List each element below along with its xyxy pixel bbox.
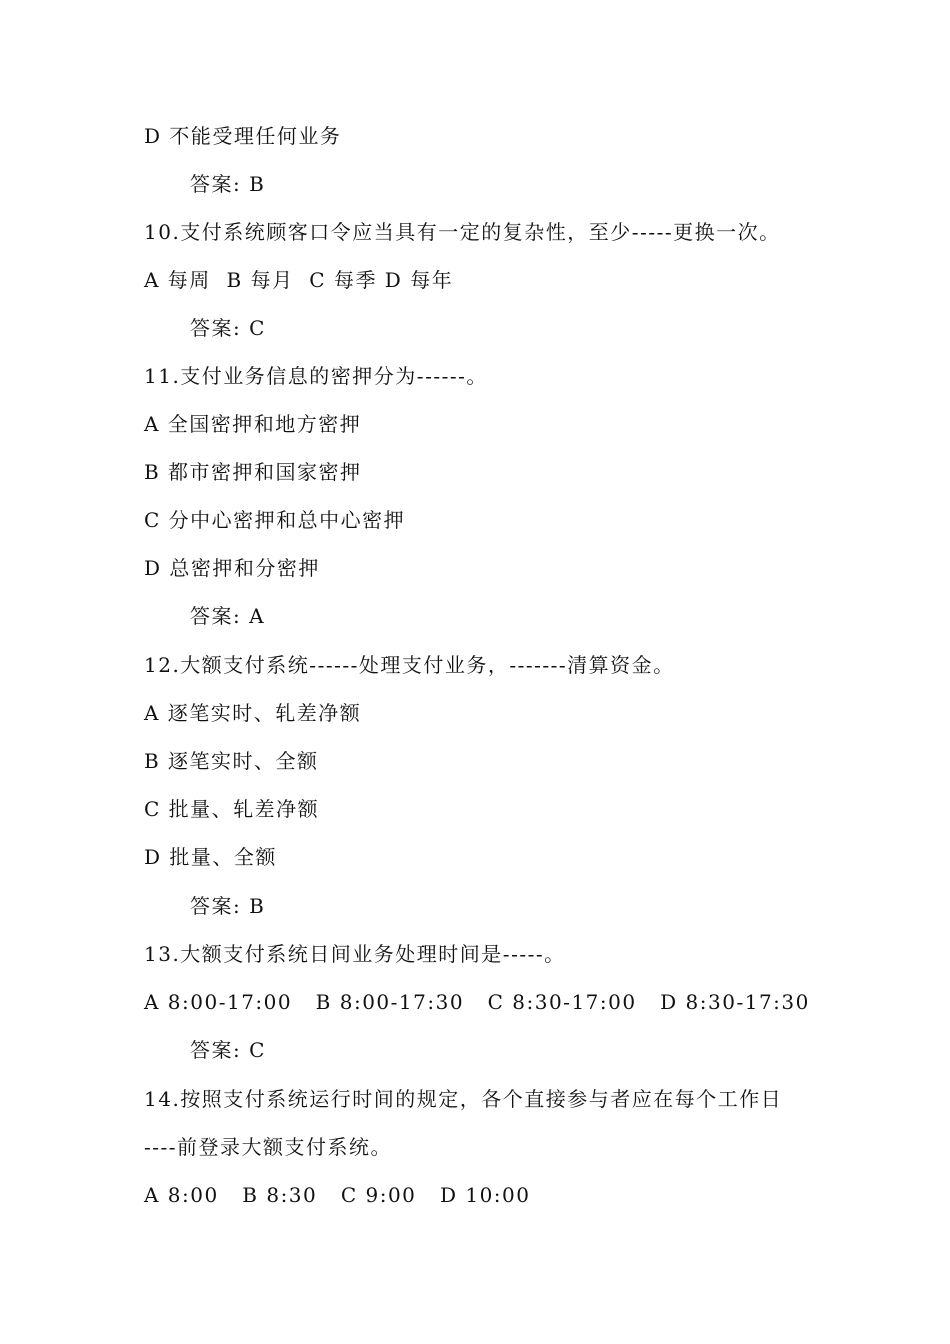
option-line: B 都市密押和国家密押 (144, 460, 362, 484)
answer-line: 答案: C (190, 316, 266, 340)
option-line: C 批量、轧差净额 (144, 797, 320, 821)
question-line: 14.按照支付系统运行时间的规定，各个直接参与者应在每个工作日 (144, 1087, 783, 1111)
option-line: A 8:00-17:00 B 8:00-17:30 C 8:30-17:00 D 8:30-17:30 (144, 990, 810, 1014)
answer-line: 答案: B (190, 172, 266, 196)
question-line: 10.支付系统顾客口令应当具有一定的复杂性，至少-----更换一次。 (144, 220, 781, 244)
option-line: C 分中心密押和总中心密押 (144, 508, 406, 532)
option-line: A 逐笔实时、轧差净额 (144, 701, 362, 725)
question-line: 11.支付业务信息的密押分为------。 (144, 364, 488, 388)
option-line: A 8:00 B 8:30 C 9:00 D 10:00 (144, 1183, 531, 1207)
option-line: D 批量、全额 (144, 845, 277, 869)
answer-line: 答案: C (190, 1038, 266, 1062)
option-line: B 逐笔实时、全额 (144, 749, 319, 773)
option-line: D 不能受理任何业务 (144, 124, 342, 148)
answer-line: 答案: A (190, 604, 266, 628)
question-line: ----前登录大额支付系统。 (144, 1135, 393, 1159)
question-line: 12.大额支付系统------处理支付业务，-------清算资金。 (144, 653, 675, 677)
answer-line: 答案: B (190, 894, 266, 918)
option-line: A 全国密押和地方密押 (144, 412, 362, 436)
question-line: 13.大额支付系统日间业务处理时间是-----。 (144, 942, 566, 966)
option-line: A 每周 B 每月 C 每季 D 每年 (144, 268, 454, 292)
option-line: D 总密押和分密押 (144, 556, 320, 580)
